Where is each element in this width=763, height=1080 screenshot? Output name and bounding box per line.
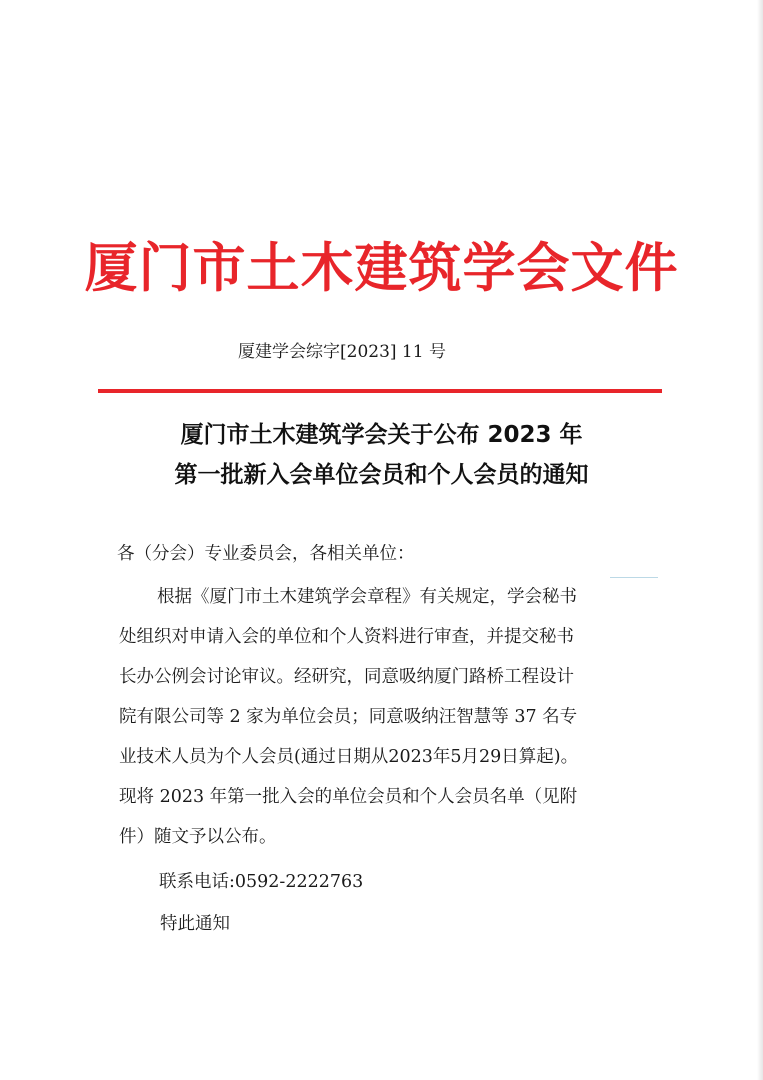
document-number: 厦建学会综字[2023] 11 号: [238, 342, 446, 362]
body-line: 长办公例会讨论审议。经研究，同意吸纳厦门路桥工程设计: [119, 667, 574, 687]
body-line: 件）随文予以公布。: [119, 827, 277, 847]
body-line: 处组织对申请入会的单位和个人资料进行审查，并提交秘书: [119, 627, 574, 647]
body-line: 现将 2023 年第一批入会的单位会员和个人会员名单（见附: [119, 787, 578, 807]
body-line: 业技术人员为个人会员(通过日期从2023年5月29日算起)。: [119, 747, 579, 767]
salutation: 各（分会）专业委员会，各相关单位：: [117, 544, 415, 564]
body-line: 院有限公司等 2 家为单位会员；同意吸纳汪智慧等 37 名专: [119, 707, 578, 727]
document-title-line-1: 厦门市土木建筑学会关于公布 2023 年: [180, 422, 583, 448]
contact-phone: 联系电话:0592-2222763: [159, 872, 364, 892]
red-divider-line: [98, 389, 662, 393]
closing-text: 特此通知: [160, 914, 230, 934]
document-title-line-2: 第一批新入会单位会员和个人会员的通知: [174, 462, 589, 488]
body-paragraph: [119, 577, 664, 857]
page-edge-shadow: [757, 0, 763, 1080]
letterhead-title: 厦门市土木建筑学会文件: [84, 237, 679, 299]
document-title: [0, 415, 763, 495]
body-line: 根据《厦门市土木建筑学会章程》有关规定，学会秘书: [157, 587, 577, 607]
